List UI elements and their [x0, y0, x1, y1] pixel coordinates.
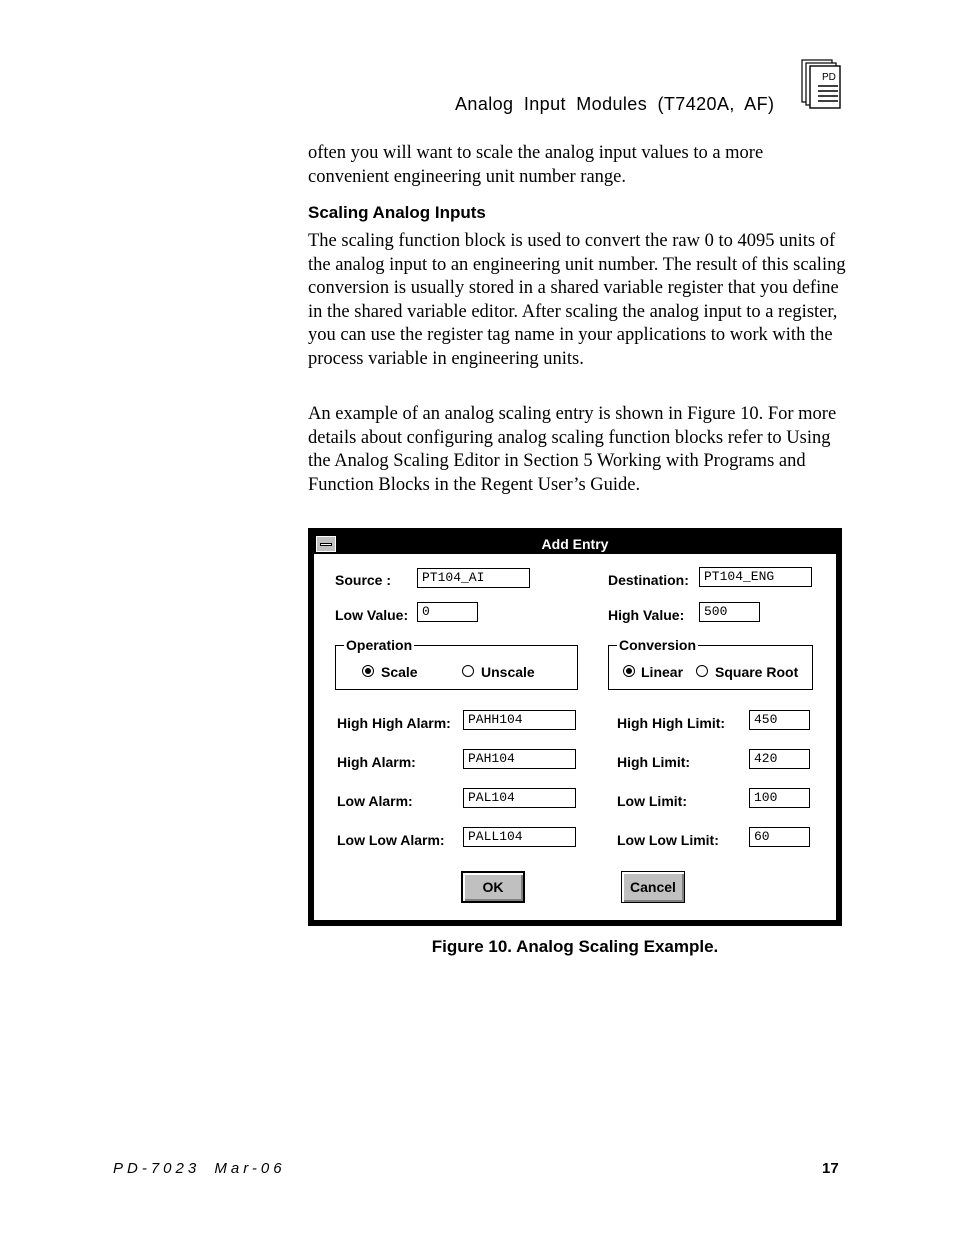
- scale-label[interactable]: Scale: [381, 664, 418, 680]
- section-heading: Scaling Analog Inputs: [308, 203, 486, 222]
- high-high-alarm-input[interactable]: PAHH104: [463, 710, 576, 730]
- paragraph-example: An example of an analog scaling entry is shown in Figure 10. For more details about configuring analog scaling function blocks refer to Using the Analog Scaling Editor in Section 5 Working with Programs and Function Blocks in the Regent User’s Guide.: [308, 404, 837, 495]
- high-alarm-input[interactable]: PAH104: [463, 749, 576, 769]
- low-limit-label: Low Limit:: [617, 793, 687, 809]
- operation-group: [335, 637, 578, 690]
- low-value-label: Low Value:: [335, 607, 409, 623]
- low-low-alarm-input[interactable]: PALL104: [463, 827, 576, 847]
- scale-radio[interactable]: [362, 665, 374, 677]
- low-limit-input[interactable]: 100: [749, 788, 810, 808]
- square-root-radio[interactable]: [696, 665, 708, 677]
- source-label: Source :: [335, 572, 392, 588]
- low-low-alarm-label: Low Low Alarm:: [337, 832, 445, 848]
- low-alarm-label: Low Alarm:: [337, 793, 413, 809]
- high-value-label: High Value:: [608, 607, 685, 623]
- high-limit-label: High Limit:: [617, 754, 691, 770]
- low-low-limit-label: Low Low Limit:: [617, 832, 719, 848]
- low-alarm-input[interactable]: PAL104: [463, 788, 576, 808]
- high-high-alarm-label: High High Alarm:: [337, 715, 451, 731]
- cancel-button[interactable]: Cancel: [621, 871, 685, 903]
- figure-caption: Figure 10. Analog Scaling Example.: [431, 937, 719, 956]
- footer-doc-id: PD-7023 Mar-06: [113, 1160, 286, 1177]
- destination-input[interactable]: PT104_ENG: [699, 567, 812, 587]
- low-value-input[interactable]: 0: [417, 602, 478, 622]
- square-root-label[interactable]: Square Root: [715, 664, 799, 680]
- unscale-label[interactable]: Unscale: [481, 664, 535, 680]
- add-entry-dialog: [308, 528, 842, 926]
- dialog-title: Add Entry: [541, 536, 609, 552]
- low-low-limit-input[interactable]: 60: [749, 827, 810, 847]
- dialog-body: [314, 534, 836, 920]
- high-value-input[interactable]: 500: [699, 602, 760, 622]
- pd-logo-text: PD: [822, 72, 836, 83]
- high-limit-input[interactable]: 420: [749, 749, 810, 769]
- page-number: 17: [822, 1160, 839, 1177]
- ok-button[interactable]: OK: [461, 871, 525, 903]
- paragraph-scaling: The scaling function block is used to convert the raw 0 to 4095 units of the analog input to an engineering unit number. The result of this scaling conversion is usually stored in a shared variable register that you define in the shared variable editor. After scaling the analog input to a register, you can use the register tag name in your applications to work with the process variable in engineering units.: [308, 231, 846, 369]
- dialog-titlebar[interactable]: [314, 534, 836, 554]
- intro-paragraph: often you will want to scale the analog input values to a more convenient engineering unit number range.: [308, 143, 764, 187]
- destination-label: Destination:: [608, 572, 689, 588]
- unscale-radio[interactable]: [462, 665, 474, 677]
- conversion-legend: Conversion: [619, 637, 697, 653]
- conversion-group: [608, 637, 813, 690]
- linear-label[interactable]: Linear: [641, 664, 684, 680]
- running-head: Analog Input Modules (T7420A, AF): [455, 94, 775, 114]
- source-input[interactable]: PT104_AI: [417, 568, 530, 588]
- high-high-limit-label: High High Limit:: [617, 715, 726, 731]
- high-high-limit-input[interactable]: 450: [749, 710, 810, 730]
- linear-radio[interactable]: [623, 665, 635, 677]
- pd-document-icon: [800, 58, 842, 110]
- high-alarm-label: High Alarm:: [337, 754, 416, 770]
- operation-legend: Operation: [346, 637, 413, 653]
